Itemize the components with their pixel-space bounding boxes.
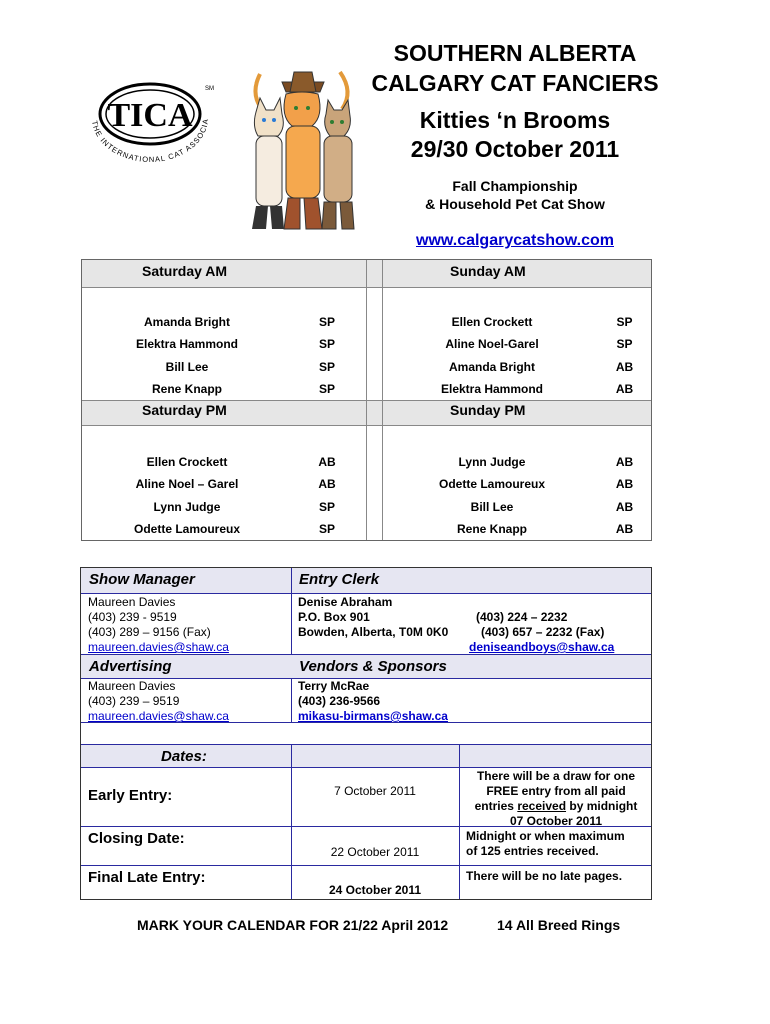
rings-notice: 14 All Breed Rings (497, 917, 621, 933)
logo-ring-text: THE INTERNATIONAL CAT ASSOCIA (90, 118, 211, 165)
sun-am-type-3: AB (615, 360, 634, 374)
sun-pm-type-1: AB (615, 455, 634, 469)
subtitle-household: & Household Pet Cat Show (425, 196, 605, 212)
dates-heading: Dates: (81, 744, 651, 768)
advertising-name: Maureen Davies (88, 679, 176, 693)
manager-name: Maureen Davies (88, 595, 176, 609)
advertising-heading: Advertising (81, 654, 291, 679)
sun-pm-judge-1: Lynn Judge (458, 455, 526, 469)
early-entry-label: Early Entry: (88, 787, 173, 804)
show-name: Kitties ‘n Brooms (419, 107, 611, 133)
advertising-phone: (403) 239 – 9519 (88, 694, 180, 708)
closing-note-line2: of 125 entries received. (466, 844, 599, 858)
manager-fax: (403) 289 – 9156 (Fax) (88, 625, 211, 639)
sun-am-type-1: SP (616, 315, 633, 329)
saturday-am-label: Saturday AM (142, 263, 228, 279)
sat-pm-type-2: AB (318, 477, 336, 491)
advertising-email[interactable]: maureen.davies@shaw.ca (88, 709, 229, 723)
sun-am-judge-4: Elektra Hammond (440, 382, 544, 396)
subtitle-championship: Fall Championship (452, 178, 578, 194)
sun-am-judge-1: Ellen Crockett (451, 315, 533, 329)
early-note-line2: FREE entry from all paid (486, 784, 626, 798)
clerk-name: Denise Abraham (298, 595, 393, 609)
dates-divider (459, 744, 460, 899)
org-name-line1: SOUTHERN ALBERTA (393, 40, 637, 66)
sun-pm-type-3: AB (615, 500, 634, 514)
closing-date-label: Closing Date: (88, 830, 185, 847)
vendors-email[interactable]: mikasu-birmans@shaw.ca (298, 709, 448, 723)
show-dates: 29/30 October 2011 (410, 136, 620, 162)
show-manager-heading: Show Manager (81, 568, 291, 594)
sat-pm-type-4: SP (318, 522, 335, 536)
sun-am-judge-3: Amanda Bright (448, 360, 535, 374)
clerk-email[interactable]: deniseandboys@shaw.ca (469, 640, 615, 654)
sat-am-type-2: SP (318, 337, 335, 351)
clerk-box: P.O. Box 901 (298, 610, 370, 624)
sat-pm-judge-3: Lynn Judge (153, 500, 221, 514)
dates-divider (291, 744, 292, 899)
sat-pm-type-3: SP (318, 500, 335, 514)
sat-am-judge-2: Elektra Hammond (135, 337, 239, 351)
closing-note-line1: Midnight or when maximum (466, 829, 625, 843)
sun-pm-judge-3: Bill Lee (470, 500, 514, 514)
sun-am-type-2: SP (616, 337, 633, 351)
clerk-fax: (403) 657 – 2232 (Fax) (481, 625, 605, 639)
judging-schedule (81, 259, 652, 541)
early-note-line4: 07 October 2011 (509, 814, 603, 828)
show-information (80, 567, 652, 900)
early-note-line1: There will be a draw for one (476, 769, 636, 783)
early-note-received: received (517, 799, 567, 813)
logo-letters: TICA (107, 97, 193, 134)
grid-divider (366, 260, 367, 540)
grid-divider (382, 260, 383, 540)
sat-am-type-4: SP (318, 382, 335, 396)
sat-pm-type-1: AB (318, 455, 336, 469)
sun-am-type-4: AB (615, 382, 634, 396)
sat-am-judge-1: Amanda Bright (143, 315, 230, 329)
sat-pm-judge-4: Odette Lamoureux (133, 522, 241, 536)
logo-tm: SM (205, 86, 214, 92)
sun-pm-judge-2: Odette Lamoureux (438, 477, 546, 491)
vendors-heading: Vendors & Sponsors (291, 654, 651, 679)
sat-pm-judge-1: Ellen Crockett (146, 455, 228, 469)
website-link[interactable]: www.calgarycatshow.com (416, 232, 614, 249)
early-note-entries: entries (474, 799, 514, 813)
org-name-line2: CALGARY CAT FANCIERS (371, 70, 659, 96)
late-entry-label: Final Late Entry: (88, 869, 206, 886)
sat-pm-judge-2: Aline Noel – Garel (135, 477, 239, 491)
cats-illustration (242, 64, 362, 236)
clerk-phone: (403) 224 – 2232 (476, 610, 568, 624)
sat-am-type-1: SP (318, 315, 335, 329)
sat-am-judge-4: Rene Knapp (151, 382, 222, 396)
vendors-name: Terry McRae (298, 679, 370, 693)
clerk-city: Bowden, Alberta, T0M 0K0 (298, 625, 449, 639)
sun-pm-judge-4: Rene Knapp (456, 522, 527, 536)
manager-phone: (403) 239 - 9519 (88, 610, 177, 624)
late-entry-date: 24 October 2011 (328, 883, 422, 897)
entry-clerk-heading: Entry Clerk (291, 568, 651, 594)
late-note: There will be no late pages. (466, 869, 623, 883)
manager-email[interactable]: maureen.davies@shaw.ca (88, 640, 229, 654)
sat-am-judge-3: Bill Lee (165, 360, 209, 374)
sat-am-type-3: SP (318, 360, 335, 374)
vendors-phone: (403) 236-9566 (298, 694, 381, 708)
sunday-pm-label: Sunday PM (450, 402, 526, 418)
tica-logo (70, 78, 230, 178)
early-entry-date: 7 October 2011 (334, 784, 416, 798)
sun-pm-type-2: AB (615, 477, 634, 491)
dates-row-divider (81, 865, 651, 866)
early-note-midnight: by midnight (569, 799, 638, 813)
contacts-divider (291, 568, 292, 722)
early-note-line3 (461, 799, 651, 814)
calendar-notice: MARK YOUR CALENDAR FOR 21/22 April 2012 (137, 917, 449, 933)
closing-date: 22 October 2011 (330, 845, 420, 859)
section-divider (81, 722, 651, 723)
saturday-pm-label: Saturday PM (142, 402, 227, 418)
sunday-am-label: Sunday AM (450, 263, 526, 279)
sun-am-judge-2: Aline Noel-Garel (445, 337, 539, 351)
sun-pm-type-4: AB (615, 522, 634, 536)
